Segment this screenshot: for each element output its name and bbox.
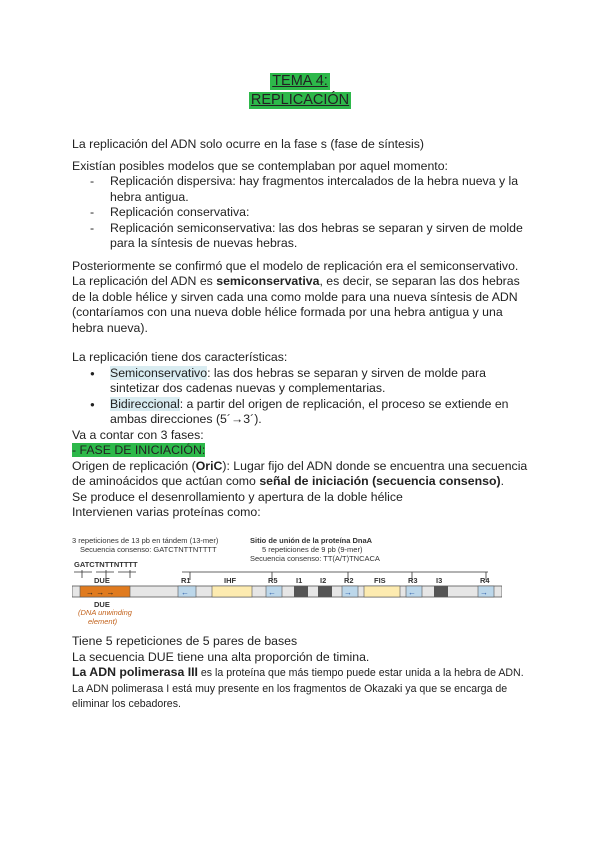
pol1-paragraph: La ADN polimerasa I está muy presente en los fragmentos de Okazaki ya que se encarga de eliminar los cebadores.: [72, 682, 508, 710]
list-item: - Replicación dispersiva: hay fragmentos intercalados de la hebra nueva y la hebra antigua.: [72, 174, 534, 205]
segment-label: IHF: [224, 576, 237, 585]
characteristics-intro: La replicación tiene dos características:: [72, 350, 288, 364]
segment-label: DUE: [94, 576, 110, 585]
models-list: [72, 174, 534, 252]
body-text-bottom: [72, 634, 534, 712]
arrow-icon: ←: [408, 588, 416, 597]
bold-term: La ADN polimerasa III: [72, 665, 198, 679]
list-item: [72, 366, 534, 397]
bold-term: señal de iniciación (secuencia consenso): [259, 474, 501, 488]
figure-caption: Secuencia consenso: TT(A/T)TNCACA: [250, 554, 380, 563]
fis-segment: [364, 586, 400, 597]
highlight-term: Semiconservativo: [110, 365, 208, 380]
due-sublabel: (DNA unwinding: [78, 608, 132, 617]
ihf-segment: [212, 586, 252, 597]
arrow-icon: ←: [181, 588, 189, 597]
bold-term: semiconservativa: [216, 274, 320, 288]
segment-label: I2: [320, 576, 327, 585]
i3-segment: [434, 586, 448, 597]
text-span: La replicación del ADN es: [72, 274, 217, 288]
segment-label: R4: [480, 576, 490, 585]
i2-segment: [318, 586, 332, 597]
figure-caption: 3 repeticiones de 13 pb en tándem (13-mer): [72, 536, 219, 545]
confirm-paragraph: Posteriormente se confirmó que el modelo de replicación era el semiconservativo.: [72, 258, 519, 273]
characteristics-list: [72, 366, 534, 428]
text-span: : las dos hebras se separan y sirven de molde para sintetizar dos cadenas nuevas y complementarias.: [110, 365, 486, 395]
due-sublabel: element): [88, 617, 118, 626]
segment-label: R1: [181, 576, 191, 585]
segment-label: R3: [408, 576, 418, 585]
text-span: .: [500, 474, 504, 488]
proteins-paragraph: Intervienen varias proteínas como:: [72, 505, 261, 519]
title-line-2: REPLICACIÓN: [250, 92, 350, 108]
arrow-icon: →: [344, 588, 352, 597]
text-span: , es decir, se separan las dos hebras de la doble hélice y sirven cada una como molde para una nueva síntesis de ADN (contaríamos con una nueva doble hélice formada por una hebra antigua y una hebra nueva).: [72, 274, 520, 335]
figure-caption: Secuencia consenso: GATCTNTTNTTTT: [80, 545, 217, 554]
title-line-1: TEMA 4:: [272, 73, 328, 89]
segment-label: R2: [344, 576, 354, 585]
i1-segment: [294, 586, 308, 597]
semiconservative-paragraph: [72, 274, 534, 336]
phase-highlight: - FASE DE INICIACIÓN:: [72, 443, 206, 457]
figure-sequence: GATCTNTTNTTTT: [74, 560, 138, 569]
text-span: : a partir del origen de replicación, el proceso se extiende en ambas direcciones (5´→3´).: [110, 396, 509, 426]
arrow-icon: ←: [268, 588, 276, 597]
figure-caption: Sitio de unión de la proteína DnaA: [250, 536, 373, 545]
text-span: ): Lugar fijo del ADN donde se encuentra una secuencia de aminoácidos que actúan como: [72, 458, 528, 488]
list-item: [72, 397, 534, 428]
highlight-term: Bidireccional: [110, 396, 180, 411]
segment-label: R5: [268, 576, 278, 585]
bold-term: OriC: [195, 458, 223, 473]
body-text-top: [72, 137, 534, 521]
oric-figure: [72, 534, 502, 630]
title-block: [0, 71, 600, 109]
figure-caption: 5 repeticiones de 9 pb (9-mer): [262, 545, 363, 554]
phases-paragraph: Va a contar con 3 fases:: [72, 427, 204, 442]
text-span: es la proteína que más tiempo puede estar unida a la hebra de ADN.: [197, 667, 524, 679]
unwinding-paragraph: Se produce el desenrollamiento y apertura de la doble hélice: [72, 489, 403, 504]
intro-paragraph: La replicación del ADN solo ocurre en la fase s (fase de síntesis): [72, 137, 425, 151]
segment-label: I1: [296, 576, 303, 585]
text-span: Origen de replicación (: [72, 458, 196, 473]
list-item: - Replicación semiconservativa: las dos hebras se separan y sirven de molde para la síntesis de nuevas hebras.: [72, 221, 534, 252]
arrow-icon: → → →: [86, 588, 115, 597]
origin-paragraph: [72, 459, 534, 490]
segment-label: FIS: [374, 576, 386, 585]
arrow-icon: →: [480, 588, 488, 597]
models-intro: Existían posibles modelos que se contemplaban por aquel momento:: [72, 158, 448, 173]
due-paragraph: La secuencia DUE tiene una alta proporción de timina.: [72, 649, 370, 664]
list-item: - Replicación conservativa:: [72, 205, 534, 221]
segment-label: I3: [436, 576, 443, 585]
due-label: DUE: [94, 600, 110, 609]
phase-heading: [72, 443, 534, 459]
repeats-paragraph: Tiene 5 repeticiones de 5 pares de bases: [72, 634, 298, 648]
pol3-paragraph: [72, 665, 534, 682]
repeat-arrows: [74, 570, 488, 580]
